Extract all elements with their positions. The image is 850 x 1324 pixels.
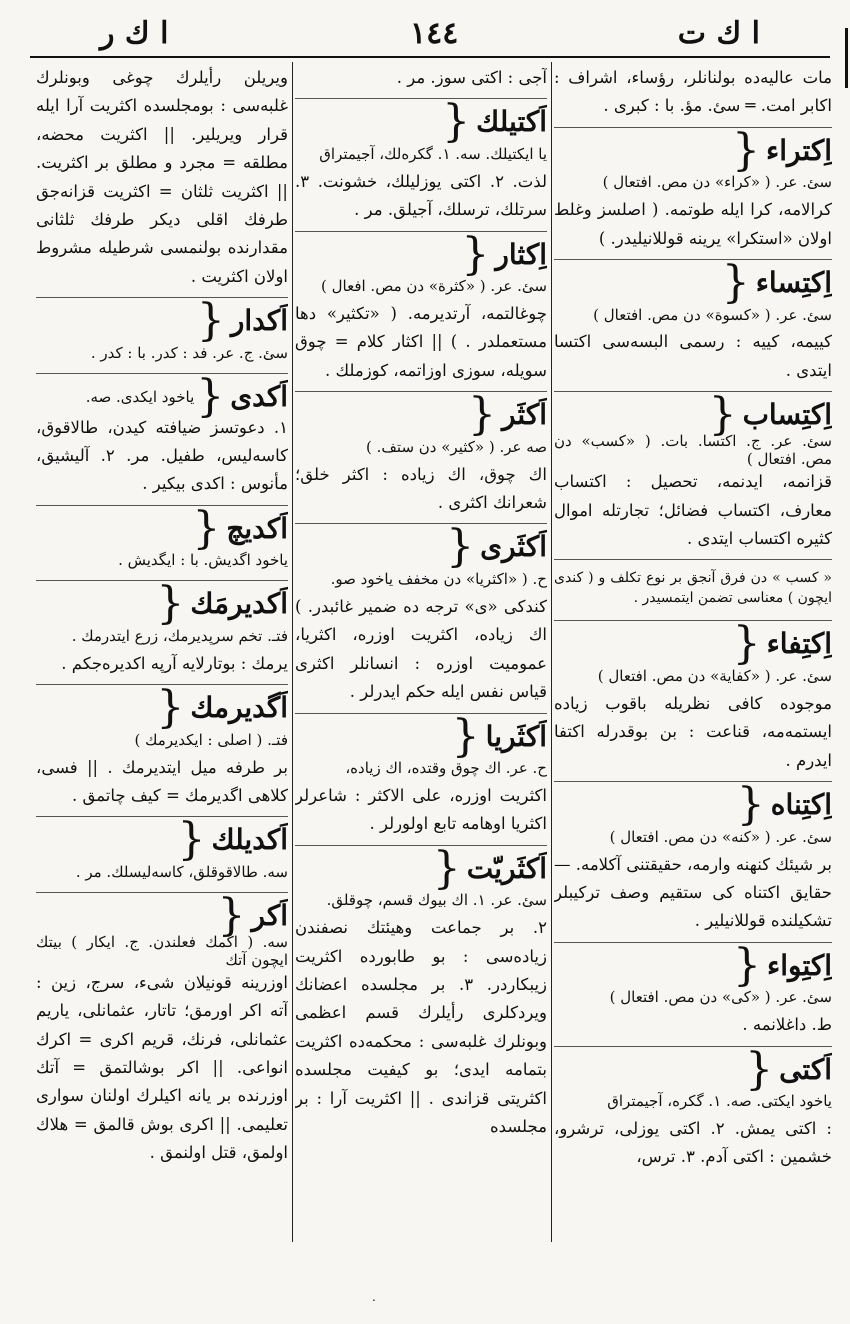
headword: اَگدیرمك	[190, 691, 288, 725]
dictionary-entry	[295, 389, 547, 517]
entry-separator	[295, 845, 547, 846]
entry-separator	[36, 373, 288, 374]
column-left	[36, 64, 288, 1244]
definition-text: « کسب » دن فرق آنجق بر نوع تکلف و ( کندی ایچون ) معناسی تضمن ایتمسیدر .	[554, 570, 832, 607]
etymology: یاخود ایکتی. صه. ١. گکره، آجیمتراق	[607, 1092, 832, 1111]
dictionary-entry	[295, 96, 547, 224]
etymology: فتـ. تخم سرپدیرمك، زرع ایتدرمك .	[71, 626, 288, 645]
headword: اَکدیرمَك	[190, 587, 288, 621]
entry-separator	[554, 620, 832, 621]
definition-text: چوغالتمه، آرتدیرمه. ( «تکثیر» دها مستعملدر . ) || اکثار کلام = چوق سویله، سوزی اوزاتمه، کوزملك .	[295, 304, 547, 380]
brace-glyph: {	[467, 389, 496, 441]
brace-glyph: {	[461, 228, 490, 280]
entry-separator	[554, 781, 832, 782]
etymology: ح. ( «اکثریا» دن مخفف یاخود صو.	[330, 569, 547, 588]
entry-separator	[295, 98, 547, 99]
entry-separator	[295, 391, 547, 392]
column-middle	[295, 64, 547, 1244]
entry-separator	[554, 391, 832, 392]
dictionary-entry	[554, 618, 832, 775]
brace-glyph: {	[732, 618, 761, 670]
brace-glyph: {	[196, 295, 225, 347]
dictionary-entry	[554, 257, 832, 385]
definition-text: ط. داغلانمه .	[742, 1015, 832, 1035]
definition-text: اك چوق، اك زیاده : اکثر خلق؛ شعرانك اکثری .	[295, 464, 547, 513]
entry-separator	[295, 713, 547, 714]
etymology: یاخود اگدیش. با : ایگدیش .	[118, 551, 288, 570]
headword: اَکدی	[230, 379, 288, 413]
brace-glyph: {	[177, 814, 206, 866]
entry-separator	[36, 505, 288, 506]
brace-glyph: {	[733, 939, 762, 991]
dictionary-entry	[554, 124, 832, 253]
etymology: سئ. عر. ( «کفایة» دن مص. افتعال )	[597, 666, 832, 685]
dictionary-entry	[36, 889, 288, 1168]
headword: اِکتِناه	[770, 788, 832, 822]
usage-note	[554, 566, 832, 614]
dictionary-entry	[295, 842, 547, 1142]
definition-text: بر طرفه میل ایتدیرمك . || فسی، کلاهی اگدیرمك = کیف چاتمق .	[36, 757, 288, 805]
entry-separator	[554, 559, 832, 560]
page-edge-mark	[835, 28, 848, 88]
headword: اَکثَریا	[485, 719, 547, 753]
page-number: ١٤٤	[410, 16, 459, 51]
headword: اَکثَریّت	[466, 851, 547, 885]
continuation-text: آجی : اکتی سوز. مر .	[396, 68, 547, 87]
brace-glyph: {	[192, 502, 221, 554]
column-right	[554, 64, 832, 1244]
dictionary-entry	[36, 682, 288, 810]
dictionary-entry	[36, 295, 288, 366]
brace-glyph: {	[736, 779, 765, 831]
headword: اِکثار	[495, 237, 547, 271]
headword: اَکثَری	[480, 530, 547, 564]
brace-glyph: {	[196, 370, 225, 422]
brace-glyph: {	[432, 842, 461, 894]
entry-separator	[36, 816, 288, 817]
etymology: فتـ. ( اصلی : ایکدیرمك )	[134, 730, 288, 749]
etymology: سئ. عر. ( «کثرة» دن مص. افعال )	[321, 277, 547, 296]
etymology: سئ. عر. ( «کراء» دن مص. افتعال )	[602, 173, 832, 192]
header-left-guide-letters: ا ك ر	[100, 16, 169, 51]
etymology: سه. ( اکمك فعلندن. ج. ایکار ) بیتك ایچون آتك	[36, 932, 288, 969]
dictionary-entry	[36, 370, 288, 499]
headword: اِکتِواء	[767, 948, 832, 982]
headword: اَکدار	[230, 304, 288, 338]
brace-glyph: {	[217, 889, 246, 941]
headword: اِکتِساء	[755, 266, 832, 300]
dictionary-entry	[554, 939, 832, 1040]
etymology: سئ. عر. ج. اکتسا. بات. ( «کسب» دن مص. افتعال )	[554, 432, 832, 469]
etymology: ح. عر. اك چوق وقتده، اك زیاده،	[345, 759, 547, 777]
dictionary-entry	[295, 228, 547, 386]
definition-text: موجوده کافی نظریله باقوب زیاده ایستمه‌مه، قناعت : بن بوقدرله اکتفا ایدرم .	[554, 693, 832, 770]
dictionary-entry	[554, 779, 832, 936]
headword: اَکتیلك	[476, 105, 547, 139]
brace-glyph: {	[156, 578, 185, 630]
headword: اِکتراء	[766, 133, 832, 167]
dictionary-entry	[554, 1043, 832, 1172]
dictionary-entry	[554, 389, 832, 553]
definition-text: ١. دعوتسز ضیافته کیدن، طالاقوق، کاسه‌لیس، طفیل. مر. ٢. آلیشیق، مأنوس : اکدی بیکیر .	[36, 417, 288, 494]
definition-text: کییمه، کییه : رسمی البسه‌سی اکتسا ایتدی .	[554, 332, 832, 380]
brace-glyph: {	[451, 710, 480, 762]
dictionary-entry	[36, 814, 288, 885]
header-right-guide-letters: ا ك ت	[677, 16, 760, 51]
entry-separator	[295, 523, 547, 524]
brace-glyph: {	[442, 96, 471, 148]
dictionary-entry	[36, 578, 288, 678]
brace-glyph: {	[156, 682, 185, 734]
entry-separator	[36, 297, 288, 298]
header-rule	[30, 56, 830, 58]
definition-text: : اکتی یمش. ٢. اکتی یوزلی، ترشرو، خشمین : اکتی آدم. ٣. ترس،	[554, 1118, 832, 1167]
headword: اَکدیلك	[211, 823, 288, 857]
column-divider	[292, 62, 293, 1242]
definition-text: کندکی «ی» ترجه ده ضمیر غائبدر. ) اك زیاده، اکثریت اوزره، اکثریا، عمومیت اوزره : انسانلر اکثری قیاس نفس ایله حکم ایدرلر .	[295, 596, 547, 702]
column-divider	[551, 62, 552, 1242]
definition-text: لذت. ٢. اکتی یوزلیلك، خشونت. ٣. سرتلك، ترسلك، آجیلق. مر .	[295, 171, 547, 220]
page-header	[30, 14, 830, 54]
brace-glyph: {	[446, 521, 475, 573]
headword: اَکدیچ	[226, 511, 288, 545]
entry-separator	[554, 259, 832, 260]
definition-text: یرمك : بوتارلایه آرپه اکدیره‌جکم .	[61, 653, 288, 673]
dictionary-entry	[295, 710, 547, 839]
entry-separator	[36, 892, 288, 893]
headword: اَکر	[251, 898, 288, 932]
definition-text: اکثریت اوزره، علی الاکثر : شاعرلر اکثریا اوهامه تابع اولورلر .	[295, 785, 547, 834]
definition-text: اوزرینه قونیلان شیء، سرج، زین : آته اکر اورمق؛ تاتار، عثمانلی، یاریم عثمانلی، فرنك، قریم اکری = اکرك انواعی. || اکر بوشالتمق = آتك اوزرنده بر یانه اکیلرك اولنان سواری تعلیمی. || اکری بوش قالمق = هلاك اولمق، قتل اولنمق .	[36, 972, 288, 1163]
brace-glyph: {	[732, 124, 761, 176]
definition-text: قزانمه، ایدنمه، تحصیل : اکتساب معارف، اکتساب فضائل؛ تجارتله اموال کثیره اکتساب ایتدی .	[554, 472, 832, 549]
headword: اَکتی	[779, 1052, 832, 1086]
entry-separator	[554, 1046, 832, 1047]
definition-text: بر شیئك کنهنه وارمه، حقیقتنی آکلامه. — حقایق اکتناه کی ستقیم وصف ترکیبلر تشکیلنده قوللانیلیر .	[554, 854, 832, 931]
etymology: صه عر. ( «کثیر» دن ستف. )	[366, 437, 547, 456]
dictionary-entry	[36, 502, 288, 574]
definition-text: کرالامه، کرا ایله طوتمه. ( اصلسز وغلط اولان «استکرا» یرینه قوللانیلیدر. )	[554, 200, 832, 248]
entry-separator	[554, 942, 832, 943]
definition-text: ٢. بر جماعت وهیئتك نصفندن زیاده‌سی : بو طابورده اکثریت زیبکاردر. ٣. بر مجلسده اعضانك ویردکلری رأیلرك قسم اعظمی وبونلرك غلبه‌سی : محکمه‌ده اکثریت بتمامه ایدی؛ بو کیفیت مجلسده اکثریتی قزاندی . || اکثریت آرا : بر مجلسده	[295, 918, 547, 1136]
etymology: یاخود ایکدی. صه.	[85, 387, 195, 406]
continuation-text: ویریلن رأیلرك چوغی وبونلرك غلبه‌سی : بومجلسده اکثریت آرا ایله قرار ویریلیر. || اکثریت محضه، مطلقه = مجرد و مطلق بر اکثریت. || اکثریت ثلثان = اکثریت قزانه‌جق طرفك اقلی دیکر طرفك ثلثانی مقدارنده بولنمسی شرطیله مشروط اولان اکثریت .	[36, 68, 288, 286]
entry-separator	[554, 127, 832, 128]
etymology: سئ. عر. ١. اك بیوك قسم، چوقلق.	[326, 891, 547, 910]
brace-glyph: {	[708, 389, 737, 441]
headword: اَکثَر	[501, 398, 547, 432]
brace-glyph: {	[745, 1043, 774, 1095]
footer-mark: .	[372, 1290, 376, 1304]
etymology: یا ایکتیلك. سه. ١. گکره‌لك، آجیمتراق	[319, 144, 547, 163]
entry-separator	[295, 231, 547, 232]
headword: اِکتِساب	[742, 398, 832, 432]
etymology: سه. طالاقوقلق، کاسه‌لیسلك. مر .	[75, 862, 288, 881]
etymology: سئ. عر. ( «کسوة» دن مص. افتعال )	[593, 305, 832, 324]
headword: اِکتِفاء	[766, 627, 832, 661]
etymology: سئ. عر. ( «کی» دن مص. افتعال )	[609, 988, 832, 1007]
brace-glyph: {	[721, 257, 750, 309]
etymology: سئ. عر. ( «کنه» دن مص. افتعال )	[609, 827, 832, 846]
dictionary-entry	[295, 521, 547, 706]
etymology: سئ. ج. عر. فد : کدر. با : کدر .	[90, 343, 288, 362]
continuation-text: مات عالیه‌ده بولنانلر، رؤساء، اشراف : اکابر امت. ═ سئ. مؤ. با : کبری .	[554, 68, 832, 116]
